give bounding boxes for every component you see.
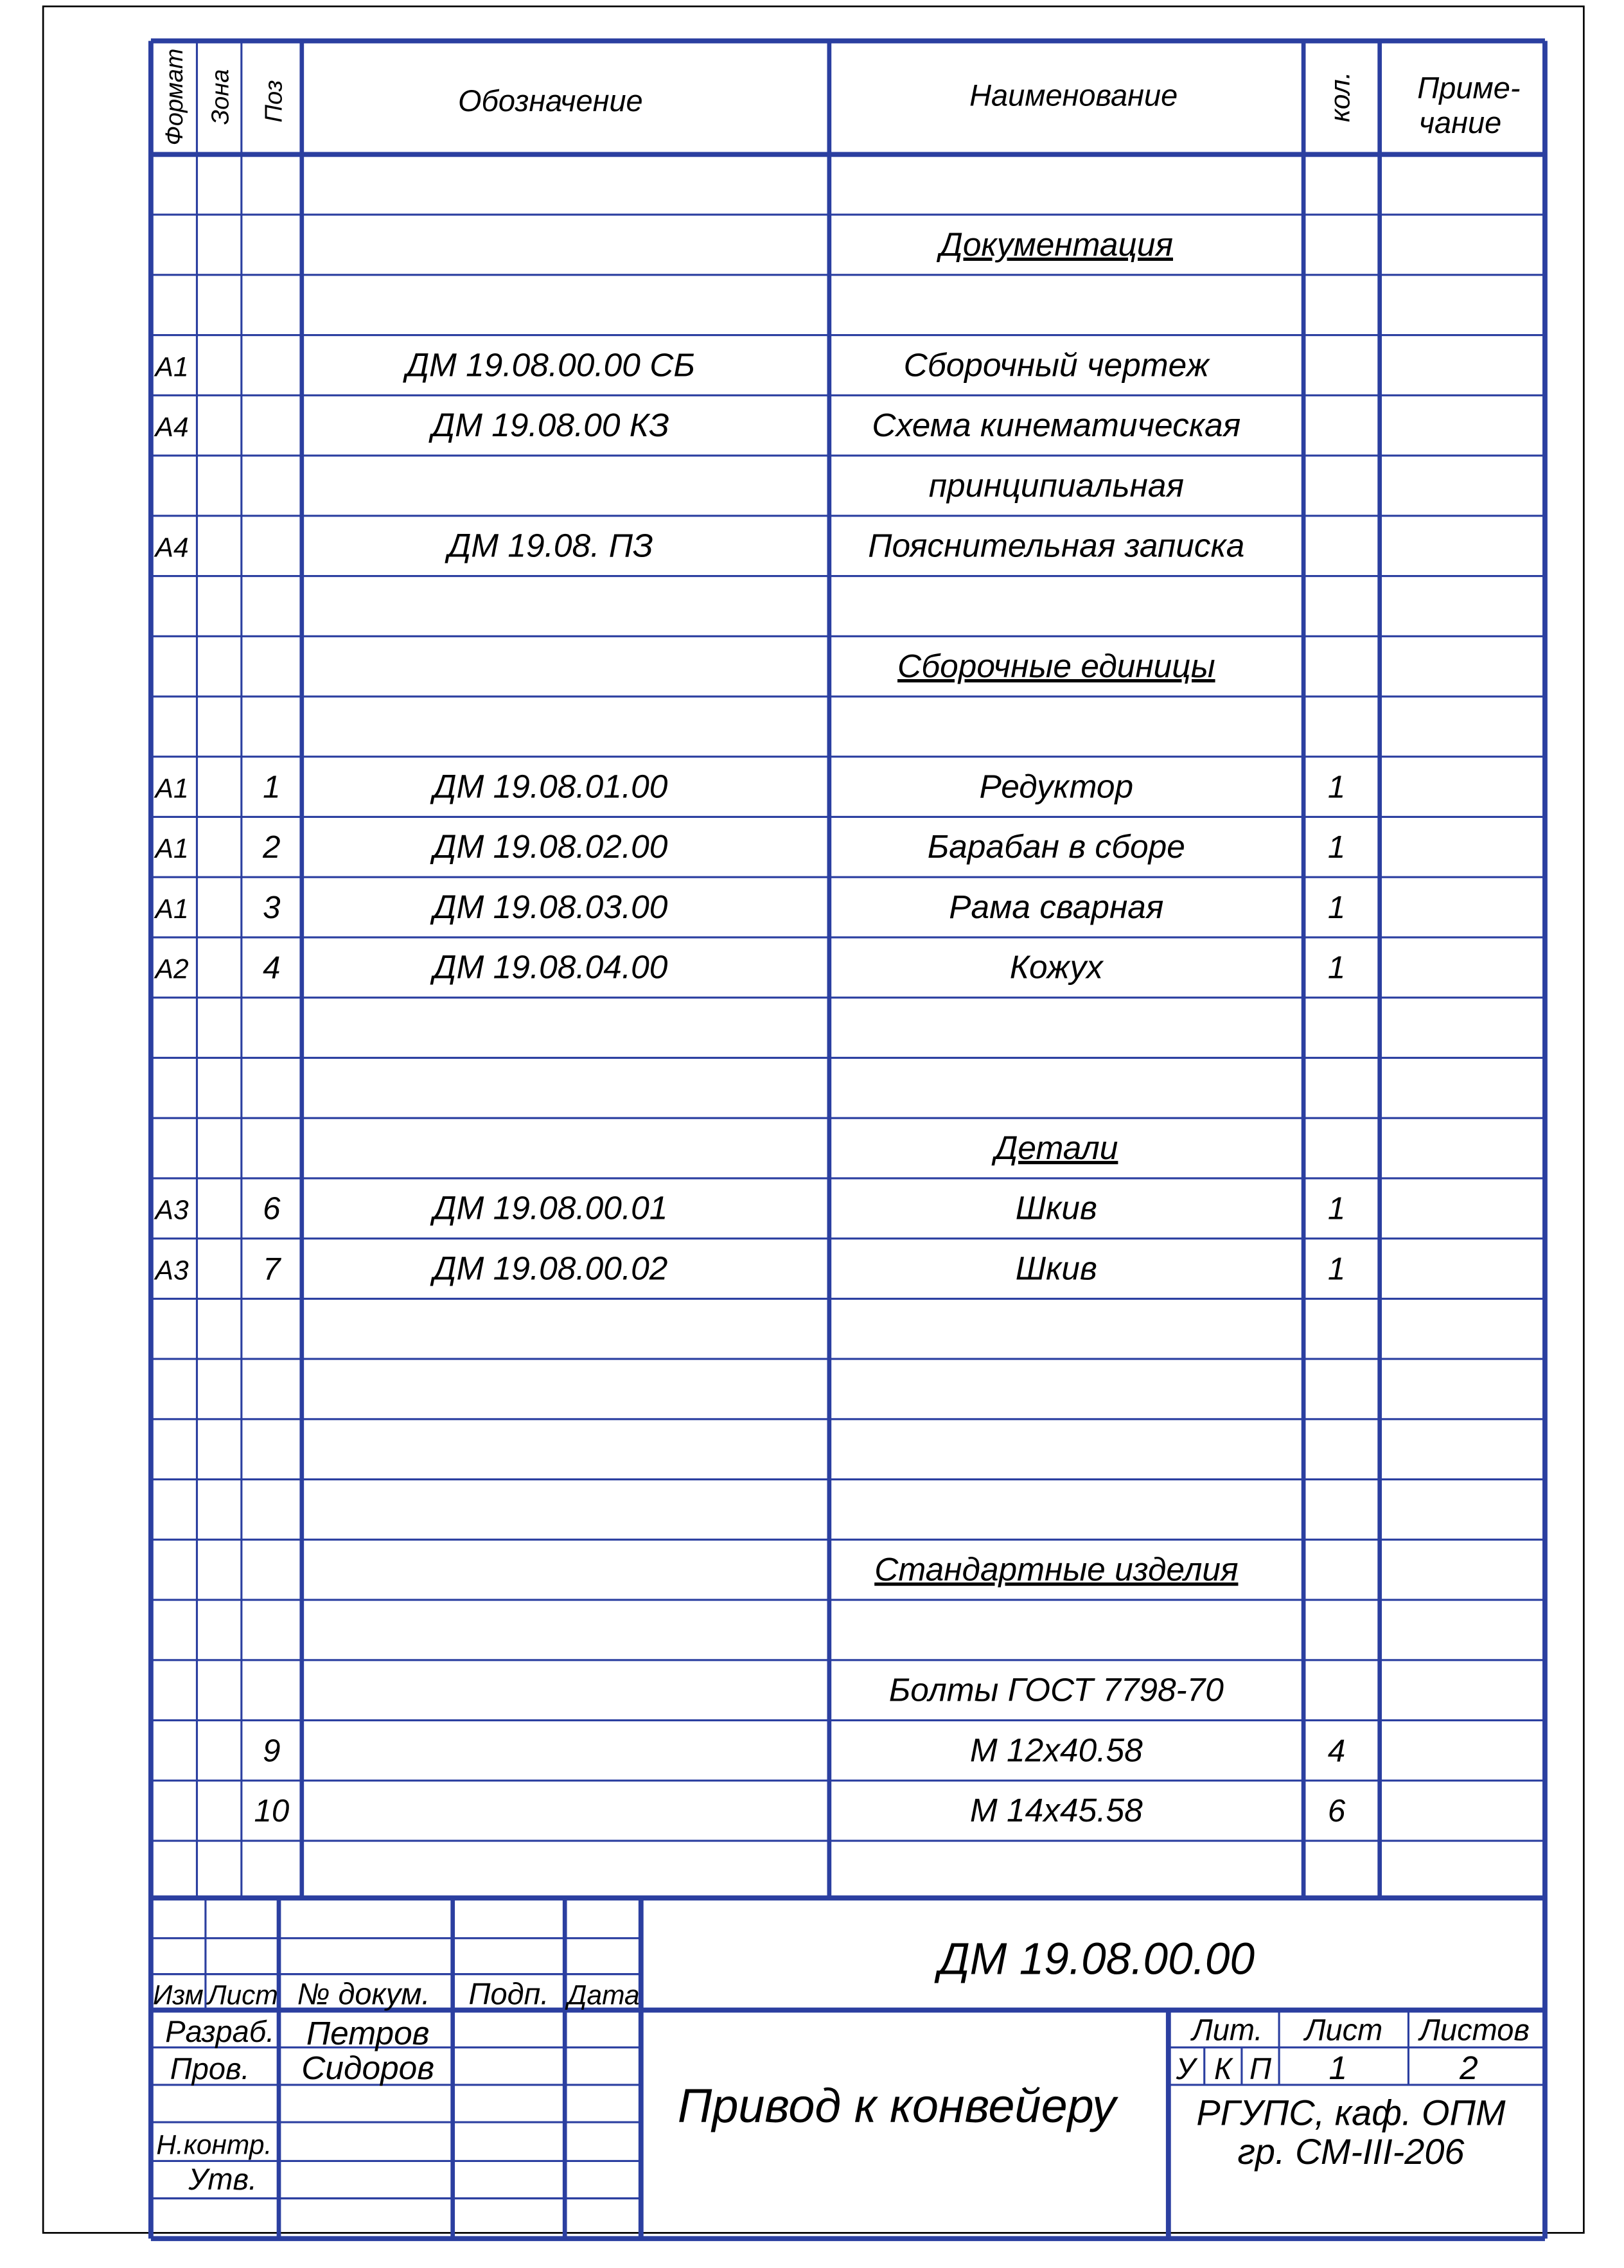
- sheet-value: 1: [1328, 2048, 1348, 2086]
- cell-designation: ДМ 19.08.03.00: [433, 887, 668, 925]
- cell-format: А1: [155, 834, 189, 865]
- cell-qty: 6: [1327, 1793, 1346, 1829]
- header-pos: Поз: [260, 80, 288, 123]
- sheets-label: Листов: [1419, 2012, 1530, 2047]
- organization-line2: гр. СМ-III-206: [1237, 2131, 1465, 2172]
- section-heading: Стандартные изделия: [874, 1550, 1239, 1588]
- cell-format: А2: [155, 954, 189, 985]
- approved-label: Утв.: [188, 2162, 258, 2197]
- cell-designation: ДМ 19.08.01.00: [433, 767, 668, 805]
- cell-name: Шкив: [1015, 1249, 1097, 1287]
- section-heading: Сборочные единицы: [897, 647, 1215, 685]
- cell-format: А4: [155, 533, 189, 563]
- sheet-label: Лист: [1305, 2012, 1383, 2047]
- document-code: ДМ 19.08.00.00: [938, 1933, 1255, 1984]
- cell-pos: 7: [263, 1251, 281, 1287]
- cell-format: А1: [155, 352, 189, 383]
- header-zone: Зона: [207, 69, 234, 125]
- cell-pos: 2: [263, 829, 281, 865]
- cell-format: А1: [155, 894, 189, 925]
- label-doc-no: № докум.: [297, 1976, 430, 2011]
- header-format: Формат: [161, 48, 189, 146]
- cell-name: М 14х45.58: [969, 1791, 1143, 1829]
- cell-designation: ДМ 19.08.00 КЗ: [431, 406, 669, 444]
- norm-control-label: Н.контр.: [156, 2130, 272, 2161]
- cell-pos: 1: [263, 769, 281, 805]
- cell-pos: 10: [254, 1793, 290, 1829]
- label-sign: Подп.: [468, 1976, 549, 2011]
- cell-name: принципиальная: [928, 466, 1184, 504]
- header-qty: кол.: [1325, 71, 1356, 123]
- cell-format: А3: [155, 1255, 189, 1286]
- cell-designation: ДМ 19.08.00.01: [433, 1189, 668, 1227]
- sheets-value: 2: [1460, 2048, 1478, 2086]
- developer-name: Петров: [306, 2014, 430, 2052]
- cell-format: А4: [155, 412, 189, 443]
- organization-line1: РГУПС, каф. ОПМ: [1196, 2092, 1506, 2133]
- cell-name: Сборочный чертеж: [903, 346, 1210, 384]
- cell-name: Редуктор: [979, 767, 1134, 805]
- checker-label: Пров.: [170, 2051, 250, 2086]
- cell-designation: ДМ 19.08.02.00: [433, 828, 668, 865]
- developer-label: Разраб.: [165, 2014, 275, 2048]
- header-note-line2: чание: [1418, 105, 1502, 139]
- cell-format: А1: [155, 774, 189, 804]
- cell-pos: 4: [263, 950, 281, 986]
- cell-qty: 4: [1327, 1733, 1346, 1769]
- checker-name: Сидоров: [301, 2048, 435, 2086]
- cell-name: Болты ГОСТ 7798-70: [888, 1670, 1224, 1708]
- cell-pos: 3: [263, 889, 281, 925]
- cell-designation: ДМ 19.08.04.00: [433, 948, 668, 986]
- cell-name: М 12х40.58: [969, 1731, 1143, 1769]
- cell-name: Шкив: [1015, 1189, 1097, 1227]
- cell-name: Рама сварная: [949, 887, 1164, 925]
- cell-name: Кожух: [1009, 948, 1103, 986]
- label-date: Дата: [567, 1980, 640, 2011]
- cell-qty: 1: [1327, 950, 1346, 986]
- section-heading: Детали: [994, 1128, 1118, 1166]
- lit-letter-1: У: [1176, 2051, 1196, 2086]
- cell-designation: ДМ 19.08. ПЗ: [448, 526, 653, 564]
- lit-letter-3: П: [1249, 2051, 1272, 2086]
- cell-name: Схема кинематическая: [872, 406, 1241, 444]
- lit-letter-2: К: [1214, 2051, 1232, 2086]
- product-name: Привод к конвейеру: [677, 2079, 1116, 2133]
- section-heading: Документация: [939, 225, 1174, 263]
- label-list: Лист: [207, 1980, 278, 2011]
- cell-designation: ДМ 19.08.00.02: [433, 1249, 668, 1287]
- cell-qty: 1: [1327, 829, 1346, 865]
- label-izm: Изм: [152, 1980, 204, 2011]
- lit-label: Лит.: [1192, 2012, 1263, 2047]
- cell-format: А3: [155, 1195, 189, 1226]
- cell-qty: 1: [1327, 1191, 1346, 1227]
- cell-qty: 1: [1327, 769, 1346, 805]
- cell-name: Пояснительная записка: [868, 526, 1245, 564]
- cell-name: Барабан в сборе: [927, 828, 1185, 865]
- header-designation: Обозначение: [457, 84, 643, 118]
- cell-pos: 6: [263, 1191, 281, 1227]
- cell-pos: 9: [263, 1733, 281, 1769]
- header-name: Наименование: [969, 78, 1178, 112]
- cell-qty: 1: [1327, 889, 1346, 925]
- cell-designation: ДМ 19.08.00.00 СБ: [405, 346, 695, 384]
- cell-qty: 1: [1327, 1251, 1346, 1287]
- header-note-line1: Приме-: [1417, 71, 1521, 105]
